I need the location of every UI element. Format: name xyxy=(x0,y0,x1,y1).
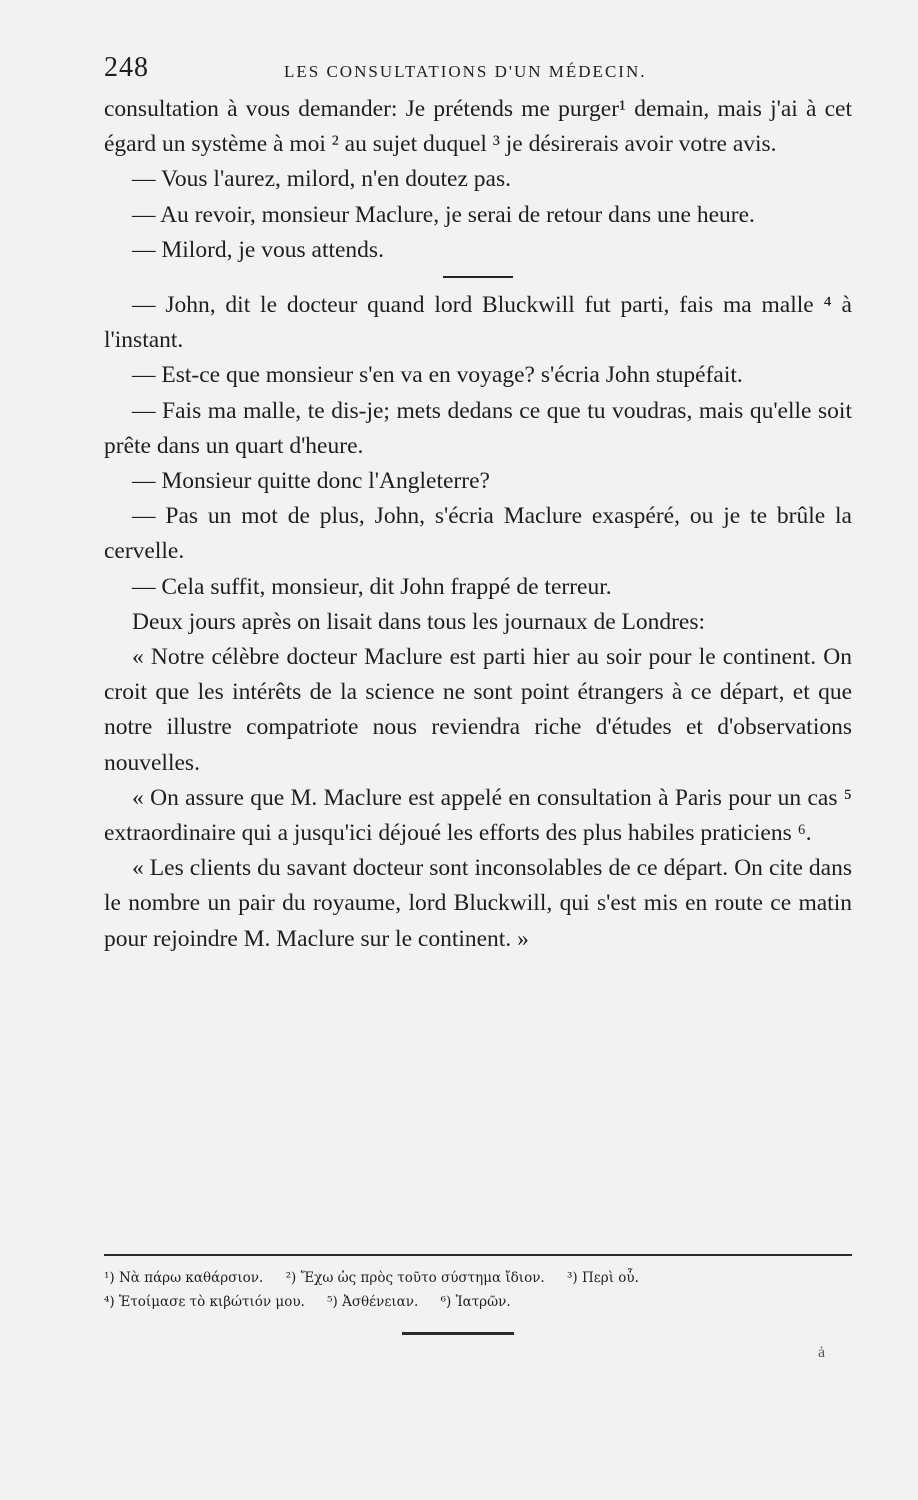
footnote-line xyxy=(104,1290,852,1314)
footnote-rule xyxy=(104,1254,852,1256)
footnote-4: ⁴) Ἑτοίμασε τὸ κιβώτιόν μου. xyxy=(104,1294,305,1310)
body-text xyxy=(104,92,852,957)
footnote-6: ⁶) Ἰατρῶν. xyxy=(440,1294,511,1310)
paragraph: — John, dit le docteur quand lord Bluckwill fut parti, fais ma malle ⁴ à l'instant. xyxy=(104,292,852,354)
paragraph: — Cela suffit, monsieur, dit John frappé de terreur. xyxy=(132,573,612,600)
paragraph: — Monsieur quitte donc l'Angleterre? xyxy=(132,468,490,495)
paragraph: — Fais ma malle, te dis-je; mets dedans ce que tu voudras, mais qu'elle soit prête dans un quart d'heure. xyxy=(104,397,852,459)
end-rule xyxy=(402,1332,514,1335)
running-head xyxy=(104,52,844,92)
paragraph: — Pas un mot de plus, John, s'écria Maclure exaspéré, ou je te brûle la cervelle. xyxy=(104,503,852,565)
footnote-1: ¹) Νὰ πάρω καθάρσιον. xyxy=(104,1270,264,1286)
paragraph: — Vous l'aurez, milord, n'en doutez pas. xyxy=(132,166,511,193)
page-number: 248 xyxy=(104,52,149,83)
quoted-paragraph: « Les clients du savant docteur sont inconsolables de ce départ. On cite dans le nombre un pair du royaume, lord Bluckwill, qui s'est mis en route ce matin pour rejoindre M. Maclure sur le continent. » xyxy=(104,855,852,952)
footnotes xyxy=(104,1254,852,1314)
running-title: LES CONSULTATIONS D'UN MÉDECIN. xyxy=(284,62,647,81)
paragraph: consultation à vous demander: Je prétends me purger¹ demain, mais j'ai à cet égard un système à moi ² au sujet duquel ³ je désirerais avoir votre avis. xyxy=(104,96,852,158)
footnote-5: ⁵) Ἀσθένειαν. xyxy=(327,1294,419,1310)
paragraph: Deux jours après on lisait dans tous les journaux de Londres: xyxy=(132,608,706,635)
footnote-line xyxy=(104,1266,852,1290)
footnote-3: ³) Περὶ οὗ. xyxy=(567,1270,639,1286)
quoted-paragraph: « Notre célèbre docteur Maclure est parti hier au soir pour le continent. On croit que les intérêts de la science ne sont point étrangers à ce départ, et que notre illustre compatriote nous reviendra riche d'études et d'observations nouvelles. xyxy=(104,644,852,776)
paragraph: — Est-ce que monsieur s'en va en voyage? s'écria John stupéfait. xyxy=(132,362,743,389)
footnote-2: ²) Ἔχω ὡς πρὸς τοῦτο σύστημα ἴδιον. xyxy=(285,1270,545,1286)
quoted-paragraph: « On assure que M. Maclure est appelé en consultation à Paris pour un cas ⁵ extraordinaire qui a jusqu'ici déjoué les efforts des plus habiles praticiens ⁶. xyxy=(104,784,852,847)
printer-mark-icon: ȧ xyxy=(818,1344,826,1361)
paragraph: — Au revoir, monsieur Maclure, je serai de retour dans une heure. xyxy=(132,201,755,228)
section-divider xyxy=(443,276,513,278)
paragraph: — Milord, je vous attends. xyxy=(132,236,384,263)
